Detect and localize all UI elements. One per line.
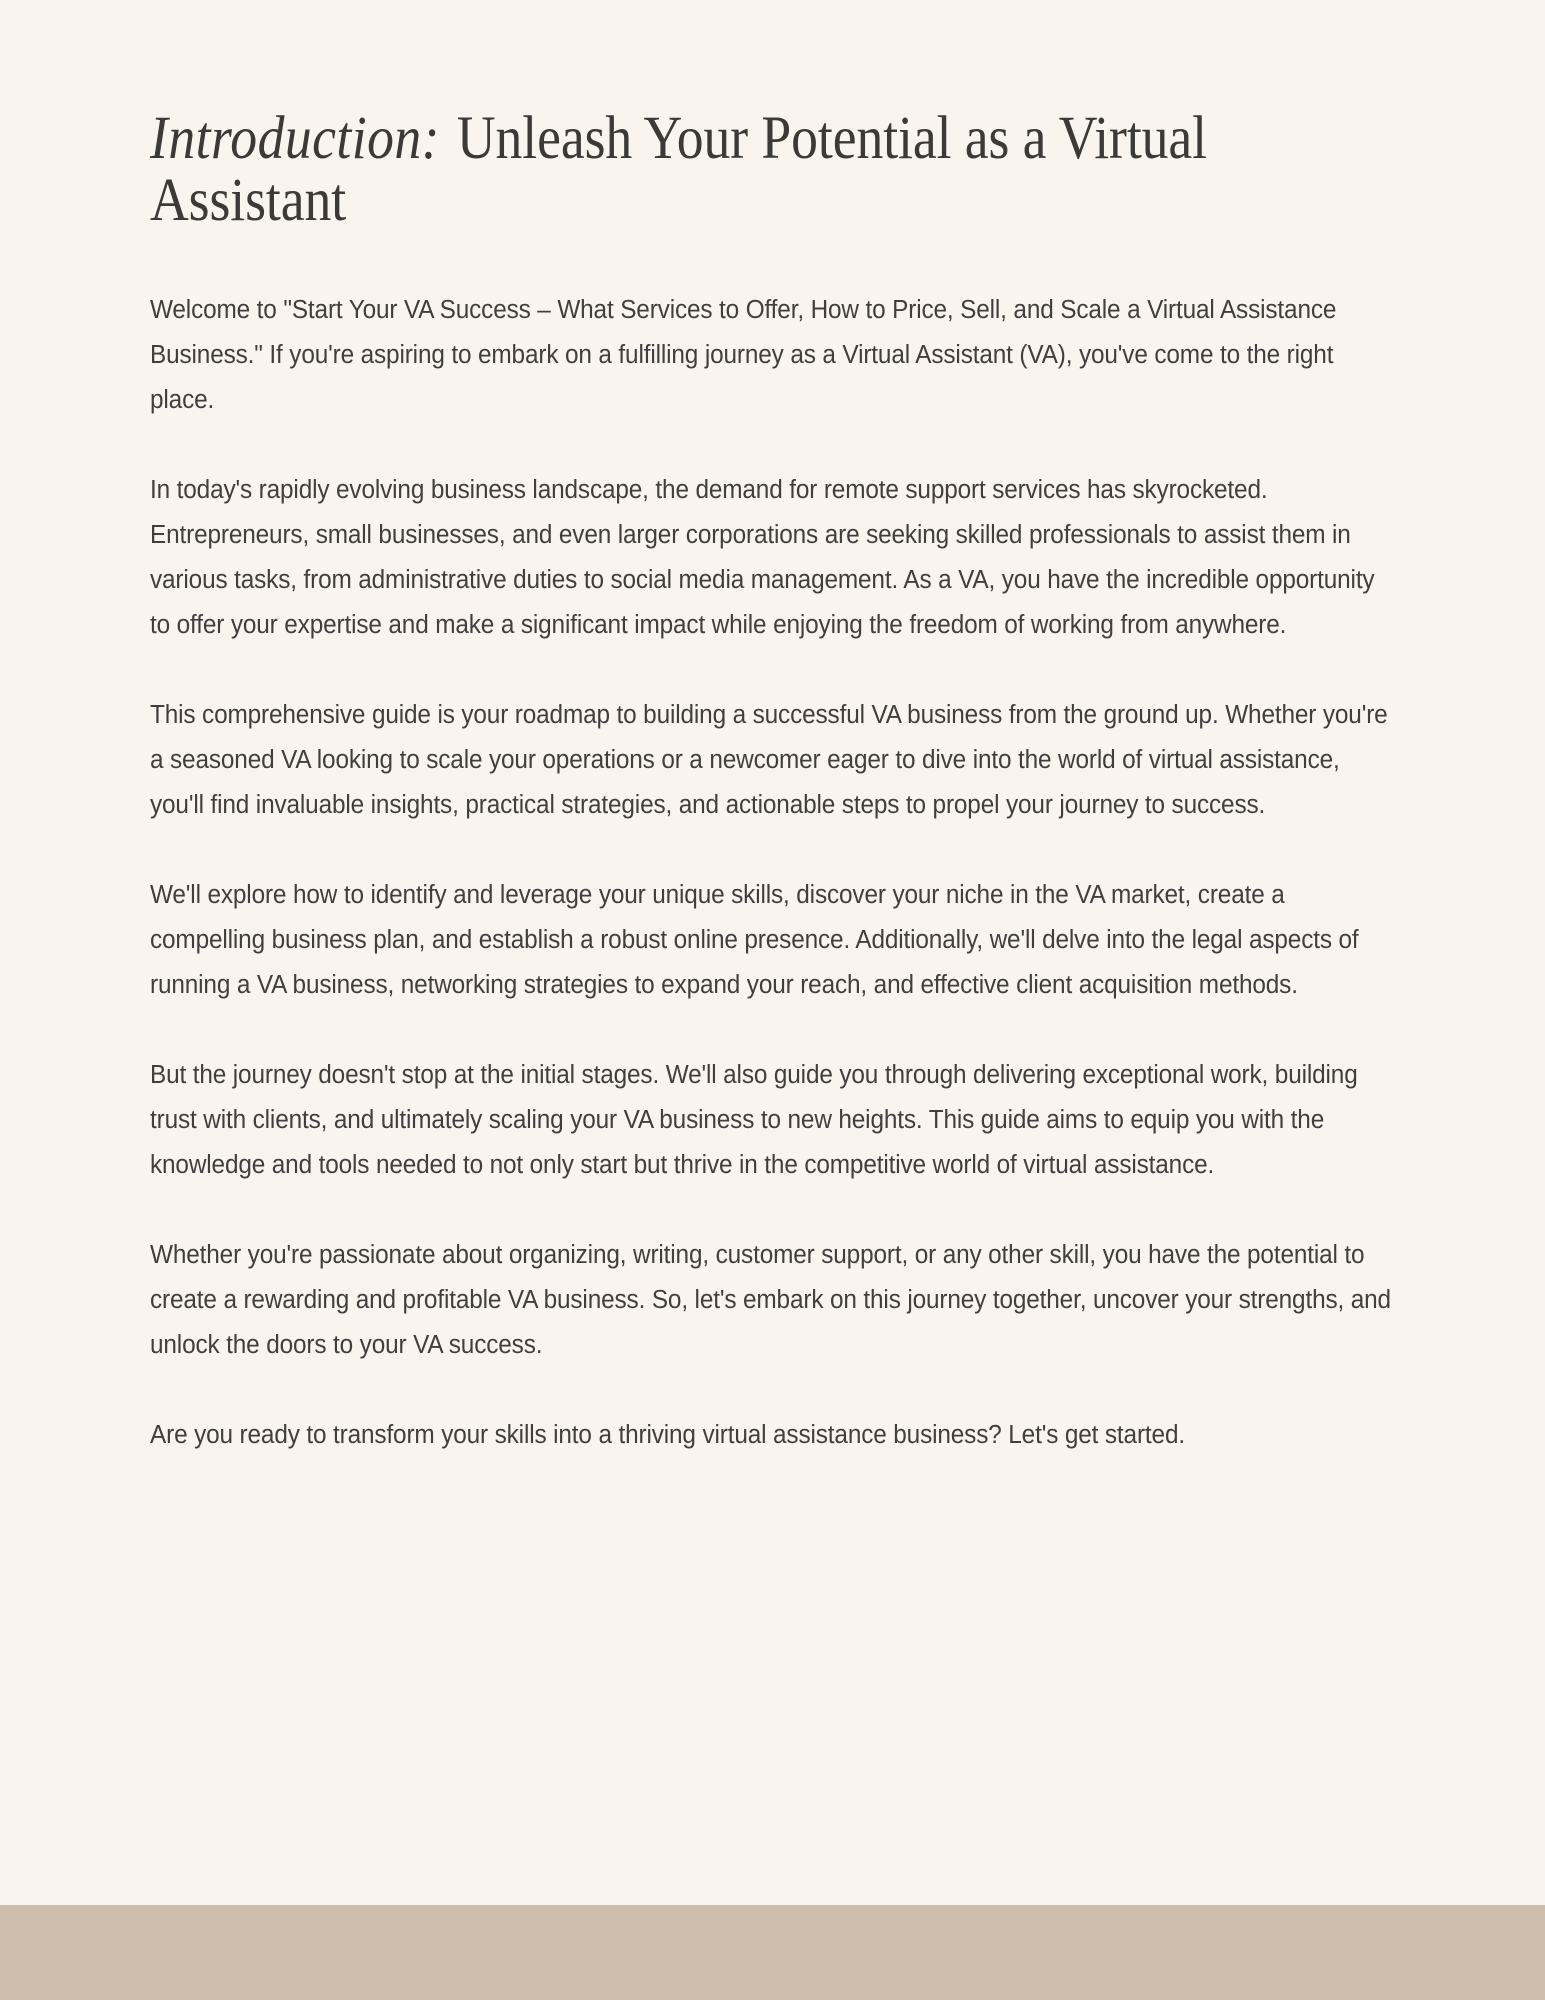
page-title: [150, 105, 1391, 234]
page-title-rest: Unleash Your Potential as a Virtual Assistant: [150, 105, 1207, 234]
body-copy: [150, 288, 1394, 1458]
paragraph: But the journey doesn't stop at the initial stages. We'll also guide you through delivering exceptional work, building trust with clients, and ultimately scaling your VA business to new heights. This guide aims to equip you with the knowledge and tools needed to not only start but thrive in the competitive world of virtual assistance.: [150, 1061, 1358, 1179]
page-title-accent: Introduction:: [150, 105, 440, 172]
paragraph: We'll explore how to identify and leverage your unique skills, discover your niche in the VA market, create a compelling business plan, and establish a robust online presence. Additionally, we'll delve into the legal aspects of running a VA business, networking strategies to expand your reach, and effective client acquisition methods.: [150, 881, 1359, 999]
document-content: [150, 105, 1395, 1458]
paragraph: This comprehensive guide is your roadmap to building a successful VA business from the ground up. Whether you're a seasoned VA looking to scale your operations or a newcomer eager to dive into the world of virtual assistance, you'll find invaluable insights, practical strategies, and actionable steps to propel your journey to success.: [150, 701, 1388, 819]
paragraph: Are you ready to transform your skills into a thriving virtual assistance business? Let's get started.: [150, 1421, 1185, 1449]
footer-band: [0, 1905, 1545, 2000]
paragraph: Whether you're passionate about organizing, writing, customer support, or any other skill, you have the potential to create a rewarding and profitable VA business. So, let's embark on this journey together, uncover your strengths, and unlock the doors to your VA success.: [150, 1241, 1391, 1359]
paragraph: Welcome to "Start Your VA Success – What Services to Offer, How to Price, Sell, and Scale a Virtual Assistance Business." If you're aspiring to embark on a fulfilling journey as a Virtual Assistant (VA), you've come to the right place.: [150, 296, 1337, 414]
paragraph: In today's rapidly evolving business landscape, the demand for remote support services has skyrocketed. Entrepreneurs, small businesses, and even larger corporations are seeking skilled professionals to assist them in various tasks, from administrative duties to social media management. As a VA, you have the incredible opportunity to offer your expertise and make a significant impact while enjoying the freedom of working from anywhere.: [150, 476, 1375, 639]
